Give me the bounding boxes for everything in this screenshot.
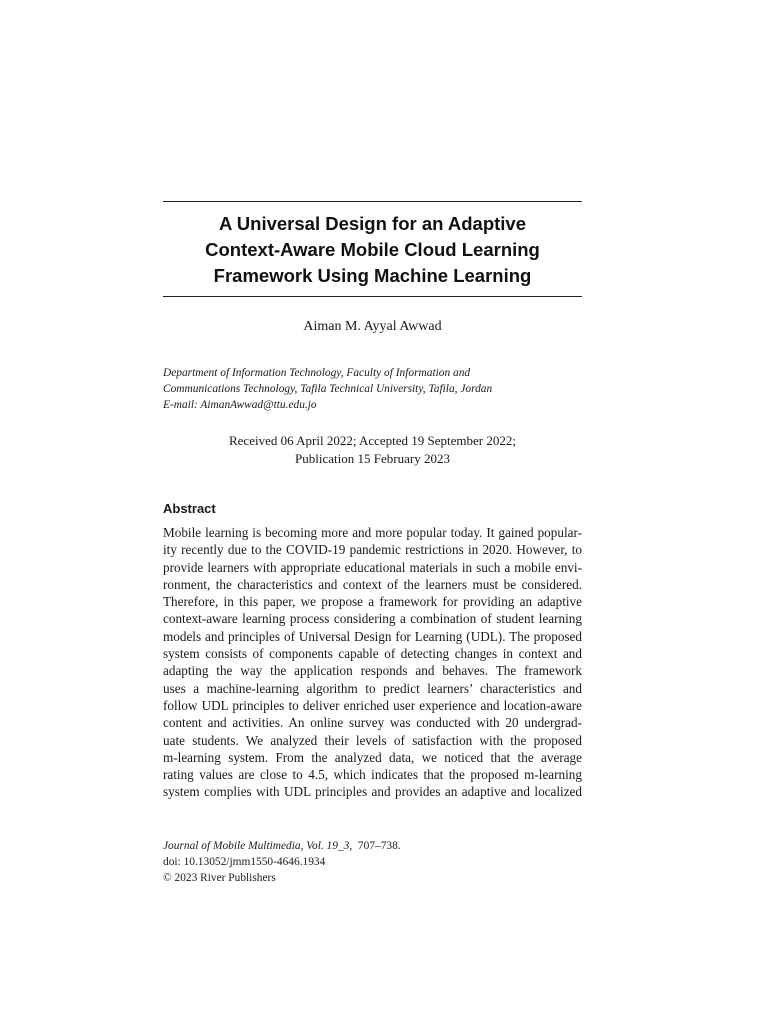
title-bottom-rule	[163, 296, 582, 297]
author-name: Aiman M. Ayyal Awwad	[303, 319, 442, 334]
abstract-line: follow UDL principles to deliver enriched user experience and location-aware	[163, 697, 582, 713]
dates-line: Publication 15 February 2023	[295, 451, 450, 466]
affiliation-line: Department of Information Technology, Faculty of Information and	[163, 367, 471, 379]
title-line: Context-Aware Mobile Cloud Learning	[205, 239, 540, 260]
paper-title	[163, 211, 582, 289]
abstract-line: Therefore, in this paper, we propose a framework for providing an adaptive	[163, 594, 582, 610]
abstract-line: models and principles of Universal Design for Learning (UDL). The proposed	[163, 628, 582, 644]
abstract-line: system complies with UDL principles and provides an adaptive and localized	[163, 784, 582, 800]
journal-citation	[163, 838, 582, 854]
journal-pages: 707–738.	[357, 840, 401, 852]
abstract-line: rating values are close to 4.5, which indicates that the proposed m-learning	[163, 767, 582, 783]
abstract-line: adapting the way the application responds and behaves. The framework	[163, 663, 582, 679]
abstract-line: uses a machine-learning algorithm to predict learners’ characteristics and	[163, 680, 582, 696]
title-line: Framework Using Machine Learning	[213, 265, 532, 286]
abstract-line: uate students. We analyzed their levels of satisfaction with the proposed	[163, 732, 582, 748]
abstract-line: system consists of components capable of detecting changes in context and	[163, 646, 582, 662]
abstract-line: provide learners with appropriate educational materials in such a mobile envi-	[163, 559, 582, 575]
title-top-rule	[163, 201, 582, 202]
affiliation-line: Communications Technology, Tafila Technical University, Tafila, Jordan	[163, 383, 493, 395]
abstract-line: Mobile learning is becoming more and more popular today. It gained popular-	[163, 525, 582, 540]
abstract-line: content and activities. An online survey was conducted with 20 undergrad-	[163, 715, 582, 731]
author-email: E-mail: AimanAwwad@ttu.edu.jo	[163, 399, 317, 411]
abstract-line: ronment, the characteristics and context of the learners must be considered.	[163, 576, 582, 592]
dates-line: Received 06 April 2022; Accepted 19 September 2022;	[228, 433, 516, 448]
copyright: © 2023 River Publishers	[163, 872, 276, 884]
publication-dates	[163, 432, 582, 468]
abstract-body	[163, 524, 582, 801]
title-line: A Universal Design for an Adaptive	[218, 213, 527, 234]
affiliation-block	[163, 365, 582, 413]
doi: doi: 10.13052/jmm1550-4646.1934	[163, 856, 326, 868]
abstract-line: m-learning system. From the analyzed data, we noticed that the average	[163, 749, 582, 765]
journal-footer	[163, 838, 582, 886]
abstract-line: context-aware learning process considering a combination of student learning	[163, 611, 582, 627]
abstract-line: ity recently due to the COVID-19 pandemic restrictions in 2020. However, to	[163, 542, 582, 558]
abstract-heading: Abstract	[163, 501, 216, 516]
journal-name: Journal of Mobile Multimedia, Vol. 19_3,	[163, 840, 353, 852]
